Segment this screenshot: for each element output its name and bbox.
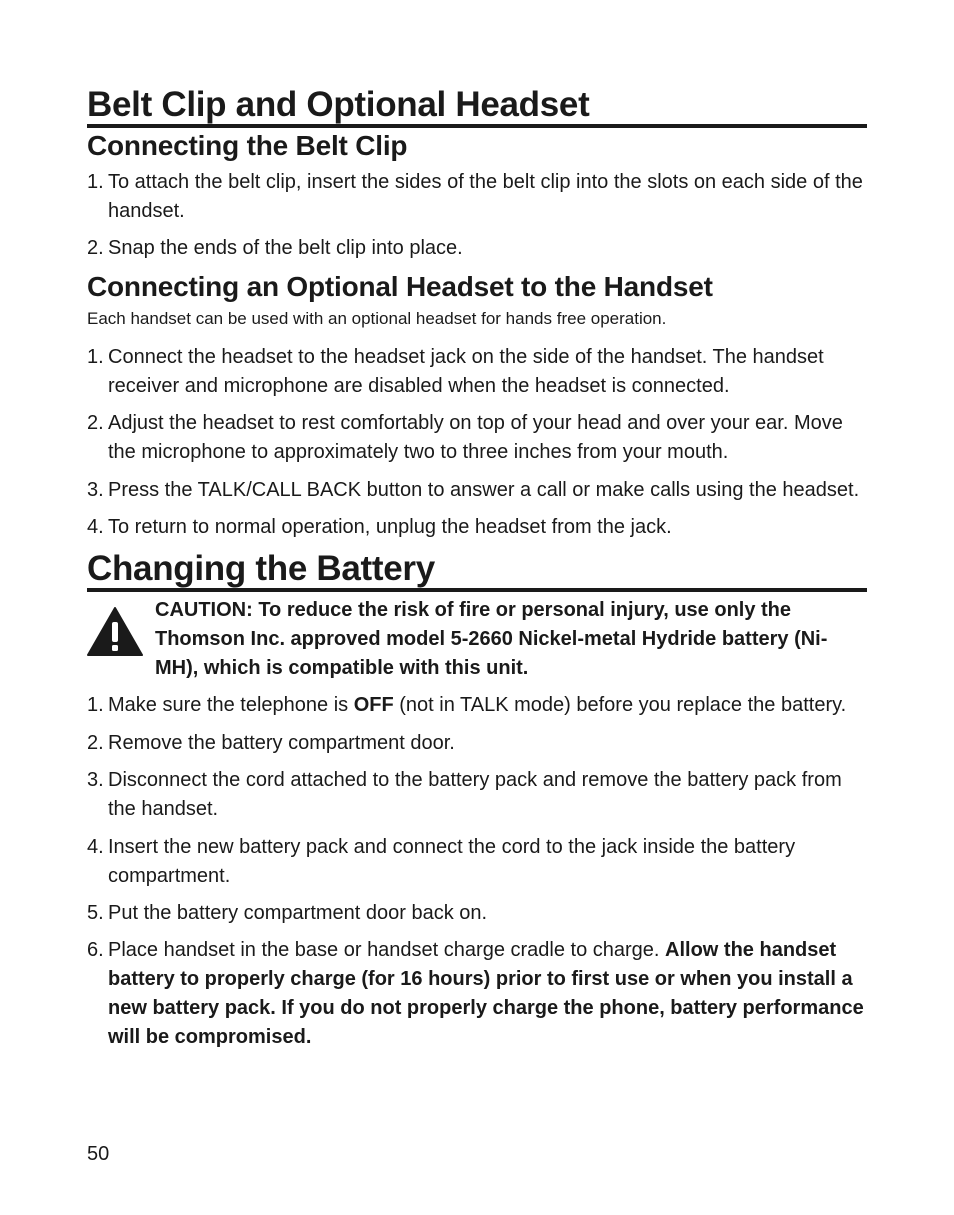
list-item: 1. To attach the belt clip, insert the sides of the belt clip into the slots on each side of the handset. [87,171,863,222]
headset-intro: Each handset can be used with an optional headset for hands free operation. [87,309,667,328]
list-item: 6. Place handset in the base or handset charge cradle to charge. Allow the handset battery to properly charge (for 16 hours) prior to first use or when you install a new battery pack. If you do not properly charge the phone, battery performance will be compromised. [87,939,864,1048]
off-emphasis: OFF [353,694,394,716]
list-item: 3. Press the TALK/CALL BACK button to answer a call or make calls using the headset. [87,479,860,501]
list-item: 1. Make sure the telephone is OFF (not in TALK mode) before you replace the battery. [87,694,847,716]
section-title-belt-clip-headset: Belt Clip and Optional Headset [87,86,867,128]
caution-text: CAUTION: To reduce the risk of fire or personal injury, use only the Thomson Inc. approved model 5-2660 Nickel-metal Hydride battery (Ni-MH), which is compatible with this unit. [155,599,828,679]
list-item: 4. To return to normal operation, unplug the headset from the jack. [87,516,672,538]
list-item: 2. Remove the battery compartment door. [87,732,455,754]
list-item: 2. Adjust the headset to rest comfortably on top of your head and over your ear. Move the microphone to approximately two to three inches from your mouth. [87,412,843,463]
heading-connecting-headset: Connecting an Optional Headset to the Handset [87,271,713,302]
charge-warning-emphasis: Allow the handset battery to properly charge (for 16 hours) prior to first use or when you install a new battery pack. If you do not properly charge the phone, battery performance will be compromised. [108,939,864,1048]
list-item: 3. Disconnect the cord attached to the battery pack and remove the battery pack from the handset. [87,769,842,820]
list-item: 1. Connect the headset to the headset jack on the side of the handset. The handset receiver and microphone are disabled when the headset is connected. [87,346,824,397]
list-item: 5. Put the battery compartment door back on. [87,902,488,924]
warning-triangle-icon [87,606,143,656]
section-title-changing-battery: Changing the Battery [87,550,867,592]
caution-block [87,596,867,684]
heading-connecting-belt-clip: Connecting the Belt Clip [87,130,408,161]
page-number: 50 [87,1143,110,1165]
list-item: 4. Insert the new battery pack and connect the cord to the jack inside the battery compartment. [87,836,796,887]
list-item: 2. Snap the ends of the belt clip into place. [87,237,463,259]
